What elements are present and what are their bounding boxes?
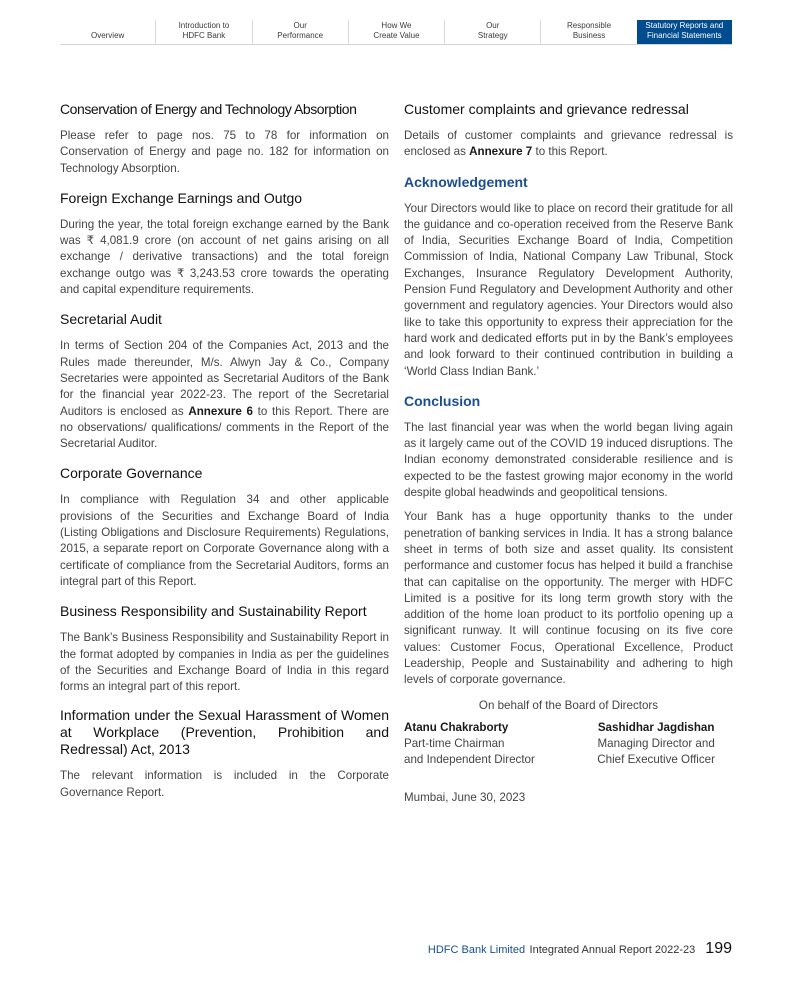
- footer-brand: HDFC Bank Limited: [427, 944, 526, 956]
- heading-secretarial-audit: Secretarial Audit: [60, 311, 162, 328]
- nav-tab-strategy[interactable]: [444, 20, 540, 44]
- text-run: to this Report.: [532, 145, 608, 159]
- footer-report-title: [428, 940, 695, 958]
- nav-tab-introduction[interactable]: [155, 20, 251, 44]
- paragraph-customer-complaints: [404, 128, 733, 161]
- nav-tab-label: Statutory Reports and Financial Statements: [645, 21, 724, 40]
- paragraph-foreign-exchange: During the year, the total foreign exchange earned by the Bank was ₹ 4,081.9 crore (on account of net gains arising on all exchange / derivative transactions) and the total foreign exchange outgo was ₹ 3,243.53 crore towards the operating and capital expenditure requirements.: [60, 217, 389, 297]
- nav-tab-create-value[interactable]: [348, 20, 444, 44]
- section-nav: [60, 20, 732, 45]
- heading-customer-complaints: Customer complaints and grievance redressal: [404, 101, 689, 117]
- nav-tab-label: Overview: [90, 31, 125, 40]
- heading-foreign-exchange: Foreign Exchange Earnings and Outgo: [60, 189, 303, 206]
- paragraph-brsr: The Bank’s Business Responsibility and Sustainability Report in the format adopted by companies in India as per the guidelines of the Securities and Exchange Board of India in this regard forms an integral part of this report.: [60, 631, 389, 694]
- annexure-6-ref: Annexure 6: [188, 404, 253, 418]
- heading-conclusion: Conclusion: [404, 392, 481, 409]
- page-number: 199: [705, 940, 732, 957]
- signatory-chairman: [404, 720, 535, 769]
- paragraph-conclusion-1: The last financial year was when the world began living again as it largely came out of the COVID 19 induced disruptions. The Indian economy demonstrated considerable resilience and is expected to be the fastest growing major economy in the world despite global headwinds and geopolitical tensions.: [404, 420, 733, 500]
- nav-tab-label: Our Strategy: [477, 21, 508, 40]
- heading-acknowledgement: Acknowledgement: [404, 173, 528, 190]
- signatory-role: Chief Executive Officer: [597, 753, 715, 767]
- signatory-role: and Independent Director: [404, 753, 535, 767]
- nav-tab-label: How We Create Value: [373, 21, 420, 40]
- heading-brsr: Business Responsibility and Sustainability Report: [60, 603, 367, 620]
- signatories: [404, 720, 733, 769]
- nav-tab-label: Introduction to HDFC Bank: [178, 21, 230, 40]
- text-run: to this Report. There are no observations/ qualifications/ comments in the Report of the Secretarial Auditor.: [60, 404, 389, 451]
- annexure-7-ref: Annexure 7: [469, 145, 533, 159]
- paragraph-conservation-energy: Please refer to page nos. 75 to 78 for information on Conservation of Energy and page no. 182 for information on Technology Absorption.: [60, 129, 389, 175]
- paragraph-acknowledgement: Your Directors would like to place on record their gratitude for all the guidance and co-operation received from the Reserve Bank of India, Securities Exchange Board of India, Competition Commission of India, National Company Law Tribunal, Stock Exchanges, Insurance Regulatory Development Authority, Pension Fund Regulatory and Development Authority and other government and regulatory agencies. Your Directors would also like to take this opportunity to express their appreciation for the hard work and dedicated efforts put in by the Bank’s employees and look forward to their continued contribution in building a ‘World Class Indian Bank.’: [404, 201, 733, 378]
- signatory-role: Managing Director and: [597, 736, 715, 750]
- signatory-name: Atanu Chakraborty: [404, 720, 509, 734]
- signatory-role: Part-time Chairman: [404, 736, 505, 750]
- place-date: Mumbai, June 30, 2023: [404, 790, 526, 804]
- text-run: In terms of Section 204 of the Companies Act, 2013 and the Rules made thereunder, M/s. Alwyn Jay & Co., Company Secretaries were appointed as Secretarial Auditors of the Bank for the financial year 2022-23. The report of the Secretarial Auditors is enclosed as: [60, 339, 389, 418]
- nav-tab-responsible-business[interactable]: [540, 20, 636, 44]
- nav-tab-statutory-reports[interactable]: [637, 20, 732, 44]
- paragraph-sexual-harassment: The relevant information is included in the Corporate Governance Report.: [60, 769, 389, 799]
- nav-tab-label: Our Performance: [277, 21, 324, 40]
- signoff-heading: On behalf of the Board of Directors: [478, 698, 659, 712]
- left-column: [60, 100, 389, 801]
- paragraph-conclusion-2: Your Bank has a huge opportunity thanks to the under penetration of banking services in India. It has a strong balance sheet in terms of both size and asset quality. Its consistent performance and customer focus has helped it build a franchise that can capitalise on the opportunity. The merger with HDFC Limited is a positive for its long term growth story with the addition of the home loan product to its portfolio opening up a significant runway. It will continue focusing on its five core values: Customer Focus, Operational Excellence, Product Leadership, People and Sustainability and adhering to high levels of corporate governance.: [404, 510, 733, 687]
- paragraph-secretarial-audit: [60, 338, 389, 452]
- right-column: [404, 100, 733, 804]
- signatory-name: Sashidhar Jagdishan: [597, 720, 715, 734]
- nav-tab-label: Responsible Business: [567, 21, 612, 40]
- paragraph-corporate-governance: In compliance with Regulation 34 and other applicable provisions of the Securities and Exchange Board of India (Listing Obligations and Disclosure Requirements) Regulations, 2015, a separate report on Corporate Governance along with a certificate of compliance from the Secretarial Auditors, forms an integral part of this Report.: [60, 493, 389, 588]
- page-footer: [428, 940, 732, 958]
- nav-tab-performance[interactable]: [252, 20, 348, 44]
- nav-tab-overview[interactable]: [60, 20, 155, 44]
- heading-sexual-harassment: Information under the Sexual Harassment of Women at Workplace (Prevention, Prohibition and Redressal) Act, 2013: [60, 707, 389, 758]
- heading-conservation-energy: Conservation of Energy and Technology Absorption: [60, 101, 357, 117]
- heading-corporate-governance: Corporate Governance: [60, 465, 203, 482]
- signatory-md-ceo: [597, 720, 733, 769]
- footer-report-name: Integrated Annual Report 2022-23: [529, 944, 696, 956]
- text-run: Details of customer complaints and grievance redressal is enclosed as: [404, 129, 733, 159]
